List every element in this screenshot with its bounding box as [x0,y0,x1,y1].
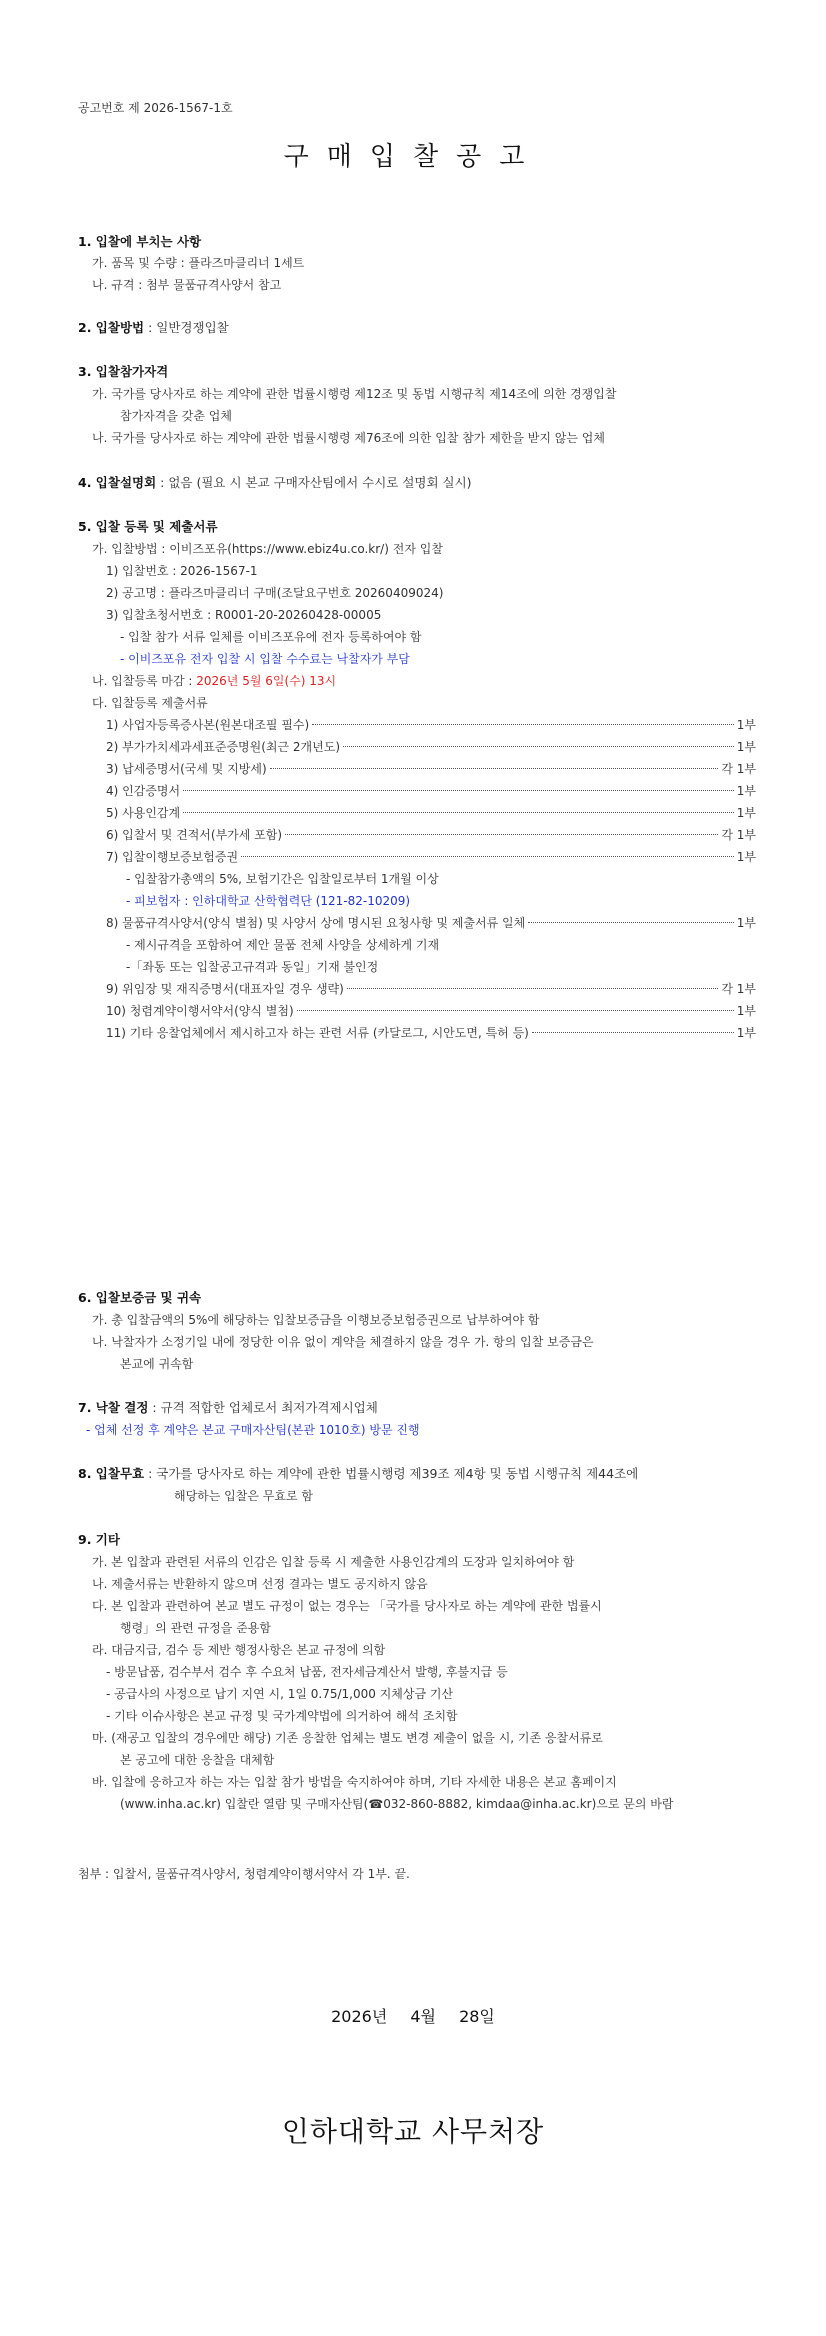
section-2-value: : 일반경쟁입찰 [144,320,229,335]
doc-label: 9) 위임장 및 재직증명서(대표자일 경우 생략) [106,982,344,996]
doc-qty: 1부 [736,1004,756,1018]
section-9-item-f-line1: 바. 입찰에 응하고자 하는 자는 입찰 참가 방법을 숙지하여야 하며, 기타 자세한 내용은 본교 홈페이지 [92,1775,617,1789]
section-4 [78,475,472,491]
section-8-heading: 8. 입찰무효 [78,1466,145,1481]
section-6-item-a: 가. 총 입찰금액의 5%에 해당하는 입찰보증금을 이행보증보험증권으로 납부하여야 함 [92,1313,540,1327]
doc-label: 1) 사업자등록증사본(원본대조필 필수) [106,718,310,732]
section-9-heading: 9. 기타 [78,1532,120,1547]
doc-row [106,1003,756,1019]
bid-number: 1) 입찰번호 : 2026-1567-1 [106,564,258,578]
attachment-note: 첨부 : 입찰서, 물품규격사양서, 청렴계약이행서약서 각 1부. 끝. [78,1867,410,1881]
invitation-number: 3) 입찰초청서번호 : R0001-20-20260428-00005 [106,608,382,622]
section-9-item-f-line2: (www.inha.ac.kr) 입찰란 열람 및 구매자산팀(☎032-860-8882, kimdaa@inha.ac.kr)으로 문의 바람 [120,1797,674,1811]
doc-qty: 1부 [736,1026,756,1040]
section-9-item-c-line2: 행령」의 관련 규정을 준용함 [120,1621,271,1635]
section-1-item-a: 가. 품목 및 수량 : 플라즈마클리너 1세트 [92,256,305,270]
section-1-heading: 1. 입찰에 부치는 사항 [78,234,202,249]
section-9-item-d: 라. 대금지급, 검수 등 제반 행정사항은 본교 규정에 의함 [92,1643,386,1657]
page-title: 구매입찰공고 [283,142,543,172]
doc-qty: 1부 [736,916,756,930]
doc-qty: 1부 [736,740,756,754]
bond-note-2: - 피보험자 : 인하대학교 산학협력단 (121-82-10209) [126,894,411,908]
doc-row [106,717,756,733]
doc-row [106,783,756,799]
signer: 인하대학교 사무처장 [281,2115,545,2148]
doc-label: 11) 기타 응찰업체에서 제시하고자 하는 관련 서류 (카달로그, 시안도면, 특허 등) [106,1026,529,1040]
bid-method-note-1: - 입찰 참가 서류 일체를 이비즈포유에 전자 등록하여야 함 [120,630,422,644]
doc-row [106,915,756,931]
spec-note-2: -「좌동 또는 입찰공고규격과 동일」기재 불인정 [126,960,379,974]
doc-row [106,1025,756,1041]
doc-label: 7) 입찰이행보증보험증권 [106,850,239,864]
section-2-heading: 2. 입찰방법 [78,320,145,335]
section-7-heading: 7. 낙찰 결정 [78,1400,149,1415]
deadline-label: 나. 입찰등록 마감 : [92,674,197,688]
doc-label: 10) 청렴계약이행서약서(양식 별첨) [106,1004,294,1018]
bond-note-1: - 입찰참가총액의 5%, 보험기간은 입찰일로부터 1개월 이상 [126,872,439,886]
section-5-heading: 5. 입찰 등록 및 제출서류 [78,519,218,534]
section-6-item-b-line1: 나. 낙찰자가 소정기일 내에 정당한 이유 없이 계약을 체결하지 않을 경우 가. 항의 입찰 보증금은 [92,1335,594,1349]
doc-row [106,739,756,755]
doc-row [106,827,756,843]
section-2 [78,320,229,336]
bid-method-note-2: - 이비즈포유 전자 입찰 시 입찰 수수료는 낙찰자가 부담 [120,652,410,666]
section-8 [78,1466,638,1482]
registration-deadline [92,673,336,689]
section-4-heading: 4. 입찰설명회 [78,475,157,490]
section-8-value: : 국가를 당사자로 하는 계약에 관한 법률시행령 제39조 제4항 및 동법 시행규칙 제44조에 [144,1466,639,1481]
section-7 [78,1400,378,1416]
bid-method: 가. 입찰방법 : 이비즈포유(https://www.ebiz4u.co.kr/) 전자 입찰 [92,542,443,556]
doc-row [106,849,756,865]
section-9-item-d-3: - 기타 이슈사항은 본교 규정 및 국가계약법에 의거하여 해석 조치함 [106,1709,458,1723]
notice-number: 공고번호 제 2026-1567-1호 [78,101,233,115]
doc-row [106,981,756,997]
doc-qty: 1부 [736,850,756,864]
section-7-value: : 규격 적합한 업체로서 최저가격제시업체 [148,1400,378,1415]
spec-note-1: - 제시규격을 포함하여 제안 물품 전체 사양을 상세하게 기재 [126,938,440,952]
section-1-item-b: 나. 규격 : 첨부 물품규격사양서 참고 [92,278,282,292]
section-3-item-a-line2: 참가자격을 갖춘 업체 [120,409,232,423]
required-docs-heading: 다. 입찰등록 제출서류 [92,696,208,710]
section-9-item-d-2: - 공급사의 사정으로 납기 지연 시, 1일 0.75/1,000 지체상금 기산 [106,1687,454,1701]
section-3-heading: 3. 입찰참가자격 [78,364,169,379]
doc-qty: 1부 [736,718,756,732]
section-9-item-e-line2: 본 공고에 대한 응찰을 대체함 [120,1753,275,1767]
doc-row [106,805,756,821]
section-6-item-b-line2: 본교에 귀속함 [120,1357,194,1371]
doc-qty: 각 1부 [721,762,756,776]
doc-qty: 1부 [736,784,756,798]
section-7-note: - 업체 선정 후 계약은 본교 구매자산팀(본관 1010호) 방문 진행 [86,1423,420,1437]
section-9-item-e-line1: 마. (재공고 입찰의 경우에만 해당) 기존 응찰한 업체는 별도 변경 제출이 없을 시, 기존 응찰서류로 [92,1731,603,1745]
deadline-value: 2026년 5월 6일(수) 13시 [196,674,337,688]
section-3-item-b: 나. 국가를 당사자로 하는 계약에 관한 법률시행령 제76조에 의한 입찰 참가 제한을 받지 않는 업체 [92,431,605,445]
doc-label: 4) 인감증명서 [106,784,181,798]
doc-row [106,761,756,777]
section-8-value-line2: 해당하는 입찰은 무효로 함 [174,1489,313,1503]
doc-label: 2) 부가가치세과세표준증명원(최근 2개년도) [106,740,341,754]
section-9-item-c-line1: 다. 본 입찰과 관련하여 본교 별도 규정이 없는 경우는 「국가를 당사자로 하는 계약에 관한 법률시 [92,1599,602,1613]
doc-label: 3) 납세증명서(국세 및 지방세) [106,762,267,776]
doc-label: 8) 물품규격사양서(양식 별첨) 및 사양서 상에 명시된 요청사항 및 제출서류 일체 [106,916,526,930]
section-3-item-a-line1: 가. 국가를 당사자로 하는 계약에 관한 법률시행령 제12조 및 동법 시행규칙 제14조에 의한 경쟁입찰 [92,387,617,401]
doc-qty: 각 1부 [721,982,756,996]
notice-name: 2) 공고명 : 플라즈마클리너 구매(조달요구번호 20260409024) [106,586,444,600]
section-9-item-d-1: - 방문납품, 검수부서 검수 후 수요처 납품, 전자세금계산서 발행, 후불지급 등 [106,1665,508,1679]
doc-label: 5) 사용인감계 [106,806,181,820]
notice-date: 2026년 4월 28일 [331,2007,495,2026]
doc-label: 6) 입찰서 및 견적서(부가세 포함) [106,828,283,842]
section-9-item-b: 나. 제출서류는 반환하지 않으며 선정 결과는 별도 공지하지 않음 [92,1577,428,1591]
doc-qty: 1부 [736,806,756,820]
section-4-value: : 없음 (필요 시 본교 구매자산팀에서 수시로 설명회 실시) [156,475,472,490]
section-6-heading: 6. 입찰보증금 및 귀속 [78,1290,202,1305]
doc-qty: 각 1부 [721,828,756,842]
section-9-item-a: 가. 본 입찰과 관련된 서류의 인감은 입찰 등록 시 제출한 사용인감계의 도장과 일치하여야 함 [92,1555,575,1569]
